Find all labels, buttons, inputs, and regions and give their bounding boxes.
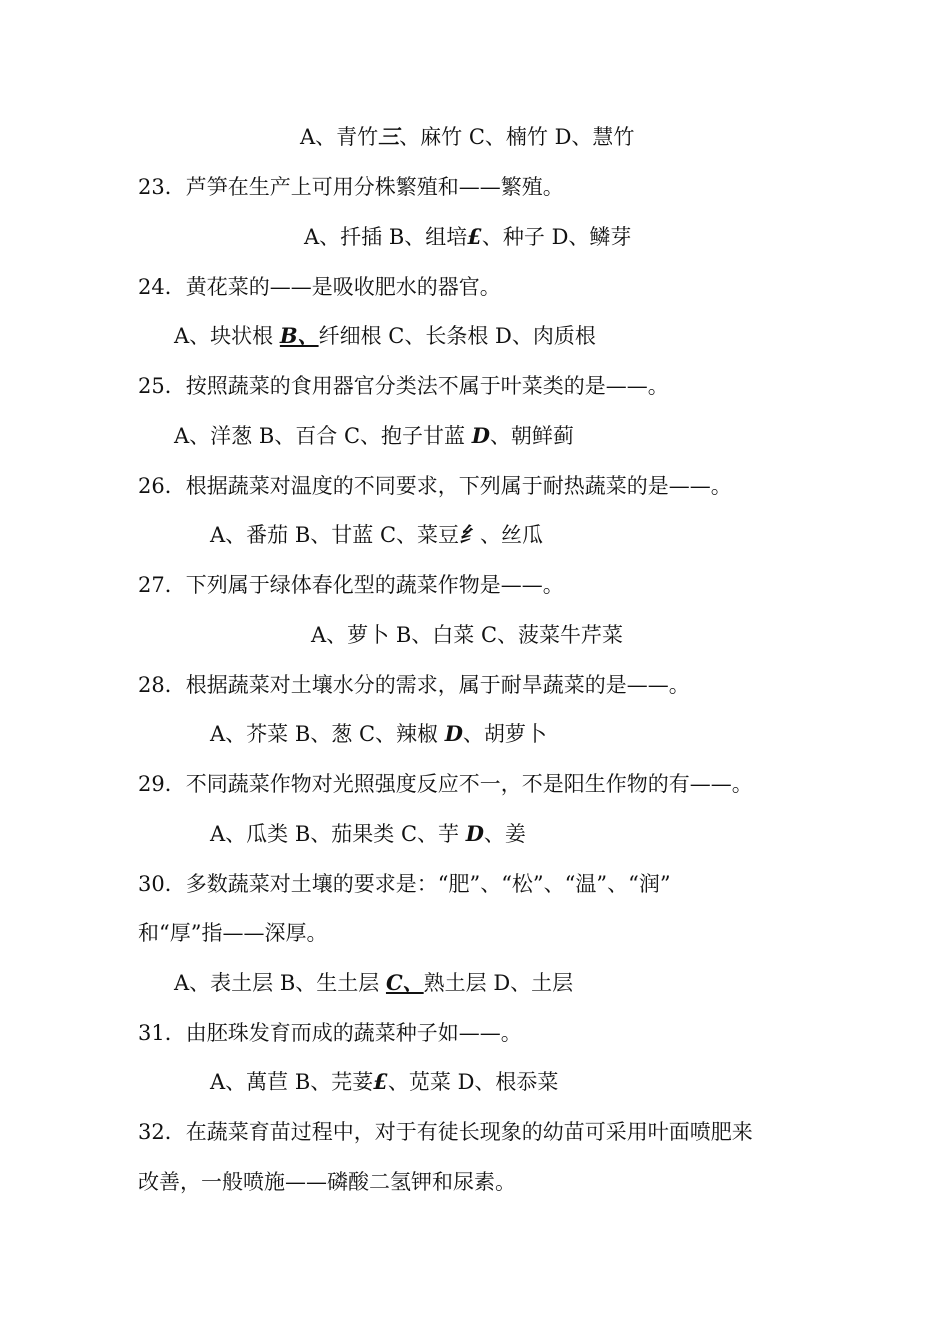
q25-question: 25．按照蔬菜的食用器官分类法不属于叶菜类的是——。	[138, 374, 669, 398]
q23-question: 23．芦笋在生产上可用分株繁殖和——繁殖。	[138, 175, 564, 199]
q28-options: A、芥菜 B、葱 C、辣椒 D、胡萝卜	[210, 721, 547, 746]
q22-answer-mark: 三	[378, 124, 400, 149]
q31-answer-mark: £	[373, 1069, 388, 1094]
q24-answer-mark: B、	[279, 323, 319, 348]
q30-question-line1: 30．多数蔬菜对土壤的要求是：“肥”、“松”、“温”、“润”	[138, 872, 671, 896]
q25-options: A、洋葱 B、百合 C、抱子甘蓝 D、朝鲜蓟	[174, 423, 574, 448]
q27-question: 27．下列属于绿体春化型的蔬菜作物是——。	[138, 573, 564, 597]
q22-options: A、青竹三、麻竹 C、楠竹 D、慧竹	[300, 124, 635, 149]
q31-options: A、萬苣 B、芫荽£、苋菜 D、根忝菜	[210, 1069, 559, 1094]
q30-question-line2: 和“厚”指——深厚。	[138, 921, 328, 945]
q23-answer-mark: £	[467, 224, 482, 249]
q28-answer-mark: D	[444, 721, 463, 746]
q25-answer-mark: D	[471, 423, 490, 448]
q29-options: A、瓜类 B、茄果类 C、芋 D、姜	[210, 821, 526, 846]
q24-options: A、块状根 B、纤细根 C、长条根 D、肉质根	[174, 323, 596, 348]
q28-question: 28．根据蔬菜对土壤水分的需求，属于耐旱蔬菜的是——。	[138, 673, 690, 697]
q26-answer-mark: 纟	[459, 522, 481, 547]
q32-question-line1: 32．在蔬菜育苗过程中，对于有徒长现象的幼苗可采用叶面喷肥来	[138, 1120, 753, 1144]
q29-answer-mark: D	[465, 821, 484, 846]
q23-options: A、扦插 B、组培£、种子 D、鳞芽	[304, 224, 632, 249]
q27-options: A、萝卜 B、白菜 C、菠菜牛芹菜	[311, 623, 624, 647]
q26-options: A、番茄 B、甘蓝 C、菜豆纟、丝瓜	[210, 522, 544, 547]
q24-question: 24．黄花菜的——是吸收肥水的器官。	[138, 275, 501, 299]
q32-question-line2: 改善，一般喷施——磷酸二氢钾和尿素。	[138, 1170, 516, 1194]
q29-question: 29．不同蔬菜作物对光照强度反应不一，不是阳生作物的有——。	[138, 772, 753, 796]
q30-options: A、表土层 B、生土层 C、熟土层 D、土层	[174, 970, 574, 995]
q26-question: 26．根据蔬菜对温度的不同要求，下列属于耐热蔬菜的是——。	[138, 474, 732, 498]
q31-question: 31．由胚珠发育而成的蔬菜种子如——。	[138, 1021, 522, 1045]
q30-answer-mark: C、	[385, 970, 424, 995]
